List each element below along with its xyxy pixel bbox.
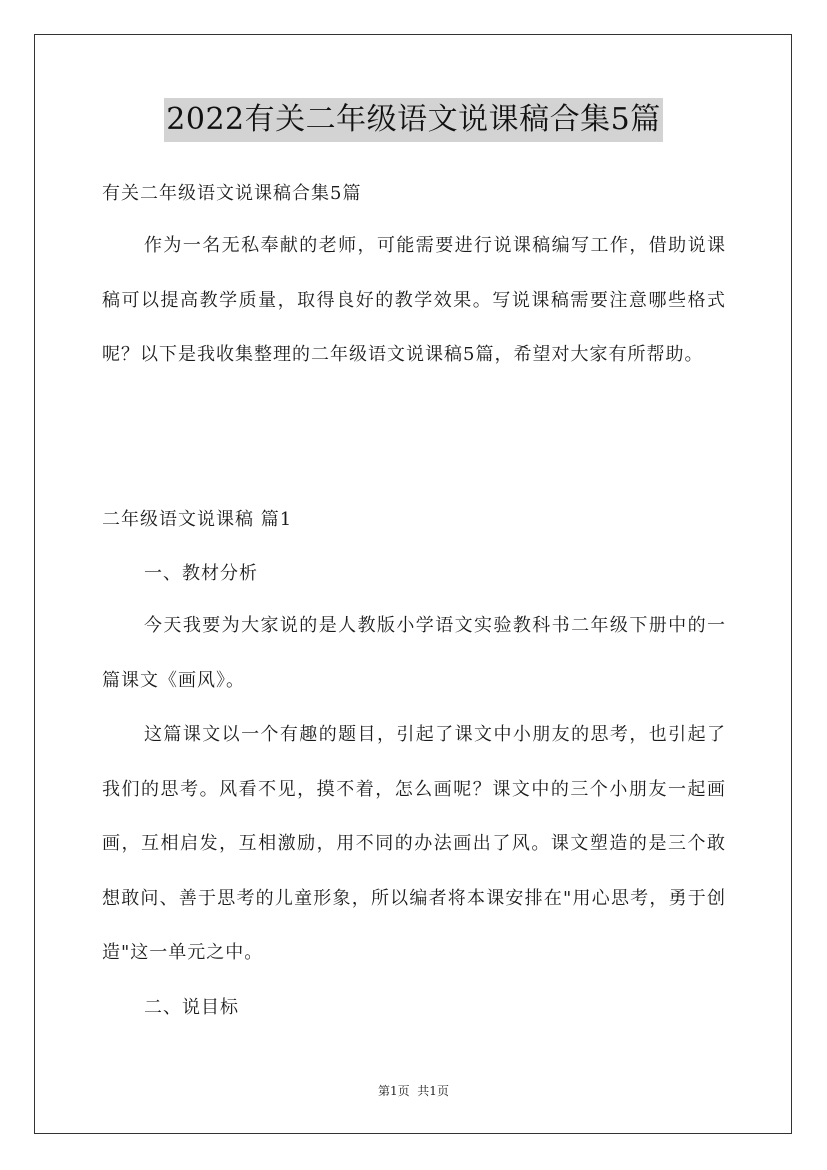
heading-textbook-analysis: 一、教材分析 [144, 563, 258, 584]
paragraph-lesson-content: 这篇课文以一个有趣的题目，引起了课文中小朋友的思考，也引起了我们的思考。风看不见，摸不着，怎么画呢？课文中的三个小朋友一起画画，互相启发，互相激励，用不同的办法画出了风。课文塑造的是三个敢想敢问、善于思考的儿童形象，所以编者将本课安排在"用心思考，勇于创造"这一单元之中。 [102, 724, 726, 963]
heading-objectives: 二、说目标 [144, 997, 239, 1018]
section-heading: 二年级语文说课稿 篇1 [102, 509, 293, 530]
page-footer: 第1页 共1页 [378, 1084, 449, 1098]
intro-paragraph: 作为一名无私奉献的老师，可能需要进行说课稿编写工作，借助说课稿可以提高教学质量，取得良好的教学效果。写说课稿需要注意哪些格式呢？以下是我收集整理的二年级语文说课稿5篇，希望对大家有所帮助。 [102, 235, 726, 365]
document-subtitle: 有关二年级语文说课稿合集5篇 [102, 183, 362, 204]
title-container [0, 98, 827, 142]
paragraph-lesson-intro: 今天我要为大家说的是人教版小学语文实验教科书二年级下册中的一篇课文《画风》。 [102, 615, 726, 691]
document-title: 2022有关二年级语文说课稿合集5篇 [164, 98, 662, 142]
